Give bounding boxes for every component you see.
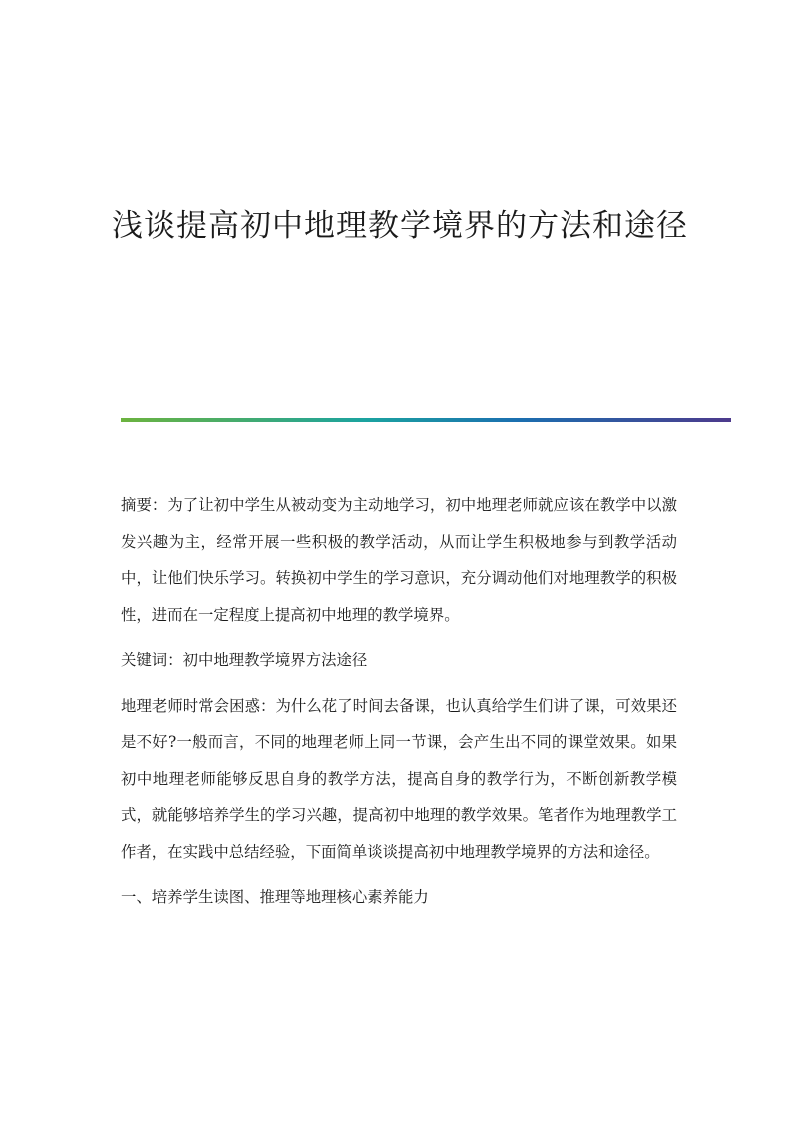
document-body [121,487,677,925]
document-title: 浅谈提高初中地理教学境界的方法和途径 [112,208,688,244]
section-heading-1: 一、培养学生读图、推理等地理核心素养能力 [121,888,429,906]
abstract-paragraph: 摘要：为了让初中学生从被动变为主动地学习，初中地理老师就应该在教学中以激发兴趣为主，经常开展一些积极的教学活动，从而让学生积极地参与到教学活动中，让他们快乐学习。转换初中学生的学习意识，充分调动他们对地理教学的积极性，进而在一定程度上提高初中地理的教学境界。 [121,496,677,624]
gradient-divider [121,418,731,422]
intro-paragraph: 地理老师时常会困惑：为什么花了时间去备课，也认真给学生们讲了课，可效果还是不好?一般而言，不同的地理老师上同一节课，会产生出不同的课堂效果。如果初中地理老师能够反思自身的教学方法，提高自身的教学行为，不断创新教学模式，就能够培养学生的学习兴趣，提高初中地理的教学效果。笔者作为地理教学工作者，在实践中总结经验，下面简单谈谈提高初中地理教学境界的方法和途径。 [121,696,677,861]
keywords-paragraph: 关键词：初中地理教学境界方法途径 [121,651,368,669]
